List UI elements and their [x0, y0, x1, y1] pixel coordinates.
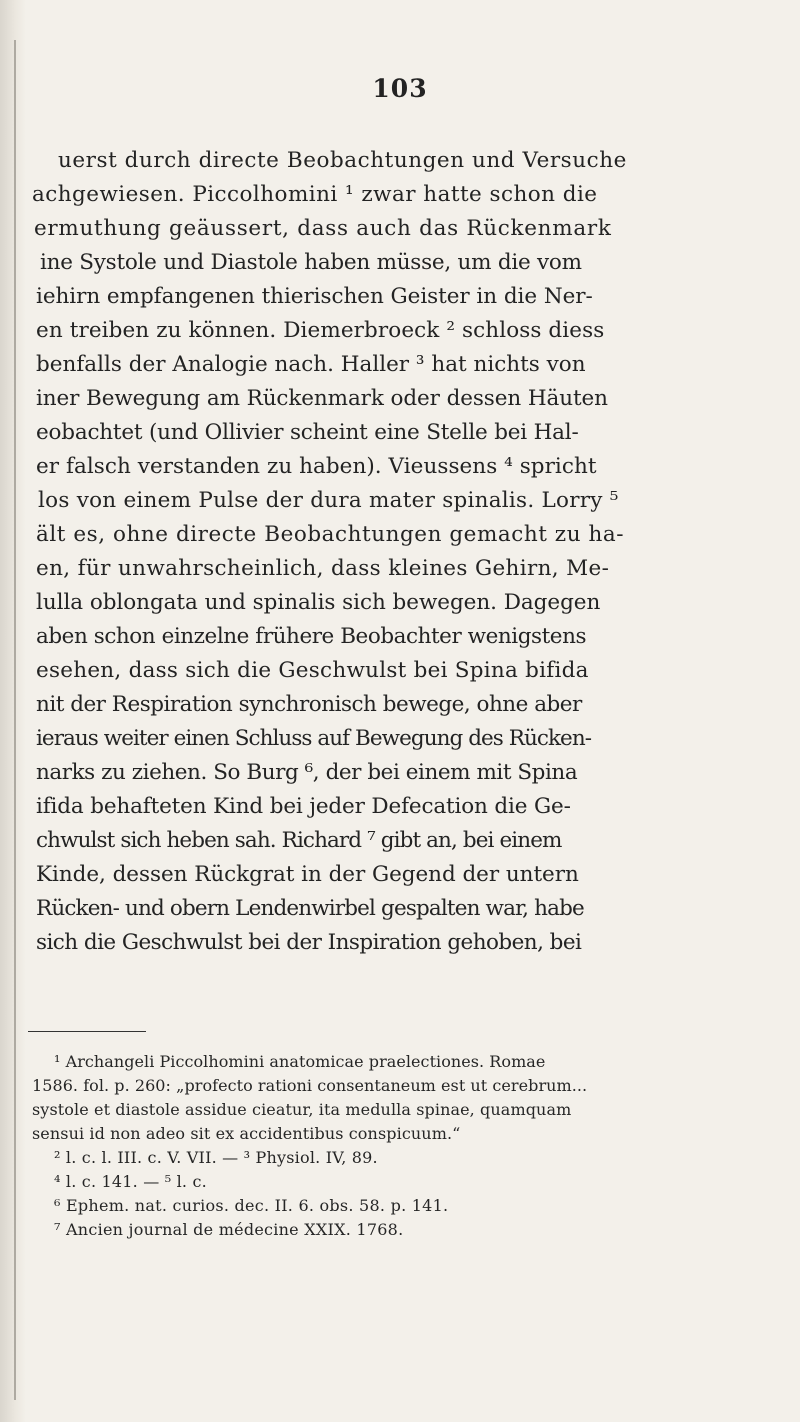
page-number: 103 — [372, 74, 428, 103]
footnote-line: ² l. c. l. III. c. V. VII. — ³ Physiol. IV, 89. — [54, 1148, 378, 1167]
body-line: esehen, dass sich die Geschwulst bei Spina bifida — [36, 658, 589, 683]
body-line: en treiben zu können. Diemerbroeck ² schloss diess — [36, 318, 605, 343]
footnote-line: ⁶ Ephem. nat. curios. dec. II. 6. obs. 58. p. 141. — [54, 1196, 449, 1215]
body-line: ält es, ohne directe Beobachtungen gemacht zu ha- — [36, 522, 625, 547]
body-line: en, für unwahrscheinlich, dass kleines Gehirn, Me- — [36, 556, 610, 581]
body-line: sich die Geschwulst bei der Inspiration gehoben, bei — [36, 930, 582, 955]
body-line: lulla oblongata und spinalis sich bewegen. Dagegen — [36, 590, 601, 615]
body-line: benfalls der Analogie nach. Haller ³ hat nichts von — [36, 352, 586, 377]
body-line: Kinde, dessen Rückgrat in der Gegend der untern — [36, 862, 579, 887]
body-line: los von einem Pulse der dura mater spinalis. Lorry ⁵ — [38, 488, 619, 513]
footnote-line: ⁷ Ancien journal de médecine XXIX. 1768. — [54, 1220, 404, 1239]
body-line: iner Bewegung am Rückenmark oder dessen Häuten — [36, 386, 608, 411]
gutter-shadow-line — [14, 40, 16, 1400]
body-line: nit der Respiration synchronisch bewege, ohne aber — [36, 692, 582, 717]
footnote-line: ¹ Archangeli Piccolhomini anatomicae praelectiones. Romae — [54, 1052, 546, 1071]
body-line: chwulst sich heben sah. Richard ⁷ gibt an, bei einem — [36, 828, 562, 853]
body-line: uerst durch directe Beobachtungen und Versuche — [58, 148, 627, 173]
body-line: narks zu ziehen. So Burg ⁶, der bei einem mit Spina — [36, 760, 578, 785]
body-line: er falsch verstanden zu haben). Vieussens ⁴ spricht — [36, 454, 597, 479]
body-line: achgewiesen. Piccolhomini ¹ zwar hatte schon die — [32, 182, 598, 207]
body-line: Rücken- und obern Lendenwirbel gespalten war, habe — [36, 896, 584, 921]
footnote-line: systole et diastole assidue cieatur, ita medulla spinae, quamquam — [32, 1100, 572, 1119]
footnote-line: sensui id non adeo sit ex accidentibus conspicuum.“ — [32, 1124, 461, 1143]
body-line: aben schon einzelne frühere Beobachter wenigstens — [36, 624, 587, 649]
footnote-line: ⁴ l. c. 141. — ⁵ l. c. — [54, 1172, 207, 1191]
body-line: ieraus weiter einen Schluss auf Bewegung des Rücken- — [36, 726, 592, 751]
body-line: ine Systole und Diastole haben müsse, um die vom — [40, 250, 582, 275]
body-line: eobachtet (und Ollivier scheint eine Stelle bei Hal- — [36, 420, 579, 445]
footnote-divider — [28, 1031, 146, 1032]
binding-gutter — [0, 0, 26, 1422]
body-line: ifida behafteten Kind bei jeder Defecation die Ge- — [36, 794, 571, 819]
footnote-line: 1586. fol. p. 260: „profecto rationi consentaneum est ut cerebrum... — [32, 1076, 588, 1095]
body-line: iehirn empfangenen thierischen Geister in die Ner- — [36, 284, 593, 309]
body-line: ermuthung geäussert, dass auch das Rückenmark — [34, 216, 612, 241]
